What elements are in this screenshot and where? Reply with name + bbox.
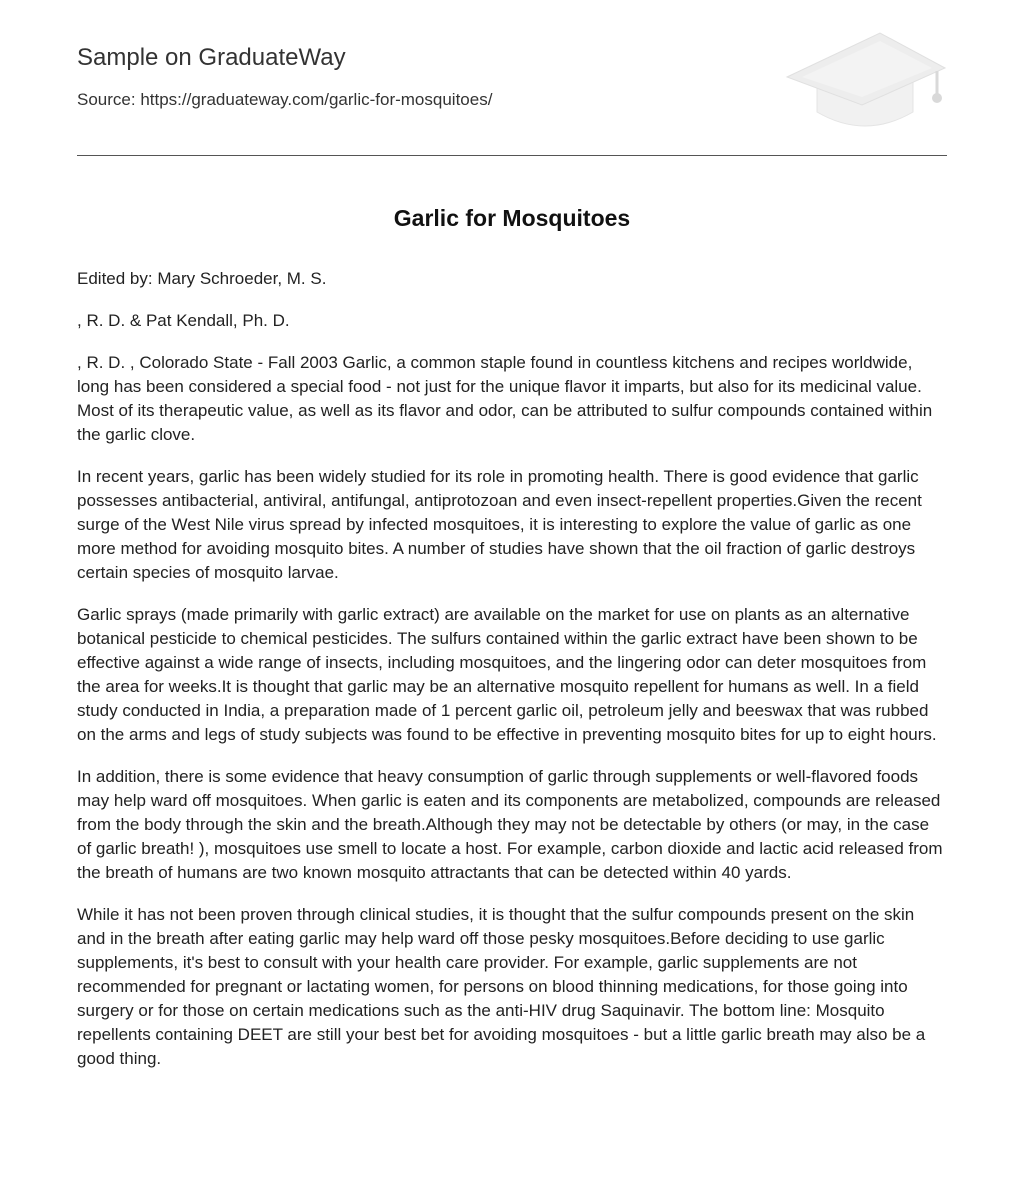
- paragraph-credentials: , R. D. & Pat Kendall, Ph. D.: [77, 311, 290, 330]
- source-label: Source:: [77, 90, 141, 109]
- source-link[interactable]: https://graduateway.com/garlic-for-mosquitoes/: [140, 90, 493, 109]
- paragraph-consumption: In addition, there is some evidence that heavy consumption of garlic through supplements or well-flavored foods may help ward off mosquitoes. When garlic is eaten and its components are metabolized, compounds are released from the body through the skin and the breath.Although they may not be detectable by others (or may, in the case of garlic breath! ), mosquitoes use smell to locate a host. For example, carbon dioxide and lactic acid released from the breath of humans are two known mosquito attractants that can be detected within 40 yards.: [77, 767, 943, 882]
- document-title: Garlic for Mosquitoes: [393, 205, 631, 231]
- source-line: [77, 90, 492, 110]
- graduation-cap-icon: [782, 30, 948, 132]
- paragraph-intro: , R. D. , Colorado State - Fall 2003 Garlic, a common staple found in countless kitchens and recipes worldwide, long has been considered a special food - not just for the unique flavor it imparts, but also for its medicinal value. Most of its therapeutic value, as well as its flavor and odor, can be attributed to sulfur compounds contained within the garlic clove.: [77, 353, 933, 444]
- document-body: [77, 267, 947, 1089]
- site-title: Sample on GraduateWay: [77, 44, 346, 71]
- header-divider: [77, 155, 947, 156]
- paragraph-conclusion: While it has not been proven through clinical studies, it is thought that the sulfur compounds present on the skin and in the breath after eating garlic may help ward off those pesky mosquitoes.Before deciding to use garlic supplements, it's best to consult with your health care provider. For example, garlic supplements are not recommended for pregnant or lactating women, for persons on blood thinning medications, for those going into surgery or for those on certain medications such as the anti-HIV drug Saquinavir. The bottom line: Mosquito repellents containing DEET are still your best bet for avoiding mosquitoes - but a little garlic breath may also be a good thing.: [77, 905, 926, 1068]
- paragraph-editor: Edited by: Mary Schroeder, M. S.: [77, 269, 327, 288]
- paragraph-research: In recent years, garlic has been widely studied for its role in promoting health. There is good evidence that garlic possesses antibacterial, antiviral, antifungal, antiprotozoan and even insect-repellent properties.Given the recent surge of the West Nile virus spread by infected mosquitoes, it is interesting to explore the value of garlic as one more method for avoiding mosquito bites. A number of studies have shown that the oil fraction of garlic destroys certain species of mosquito larvae.: [77, 467, 922, 582]
- paragraph-sprays: Garlic sprays (made primarily with garlic extract) are available on the market for use on plants as an alternative botanical pesticide to chemical pesticides. The sulfurs contained within the garlic extract have been shown to be effective against a wide range of insects, including mosquitoes, and the lingering odor can deter mosquitoes from the area for weeks.It is thought that garlic may be an alternative mosquito repellent for humans as well. In a field study conducted in India, a preparation made of 1 percent garlic oil, petroleum jelly and beeswax that was rubbed on the arms and legs of study subjects was found to be effective in preventing mosquito bites for up to eight hours.: [77, 605, 937, 744]
